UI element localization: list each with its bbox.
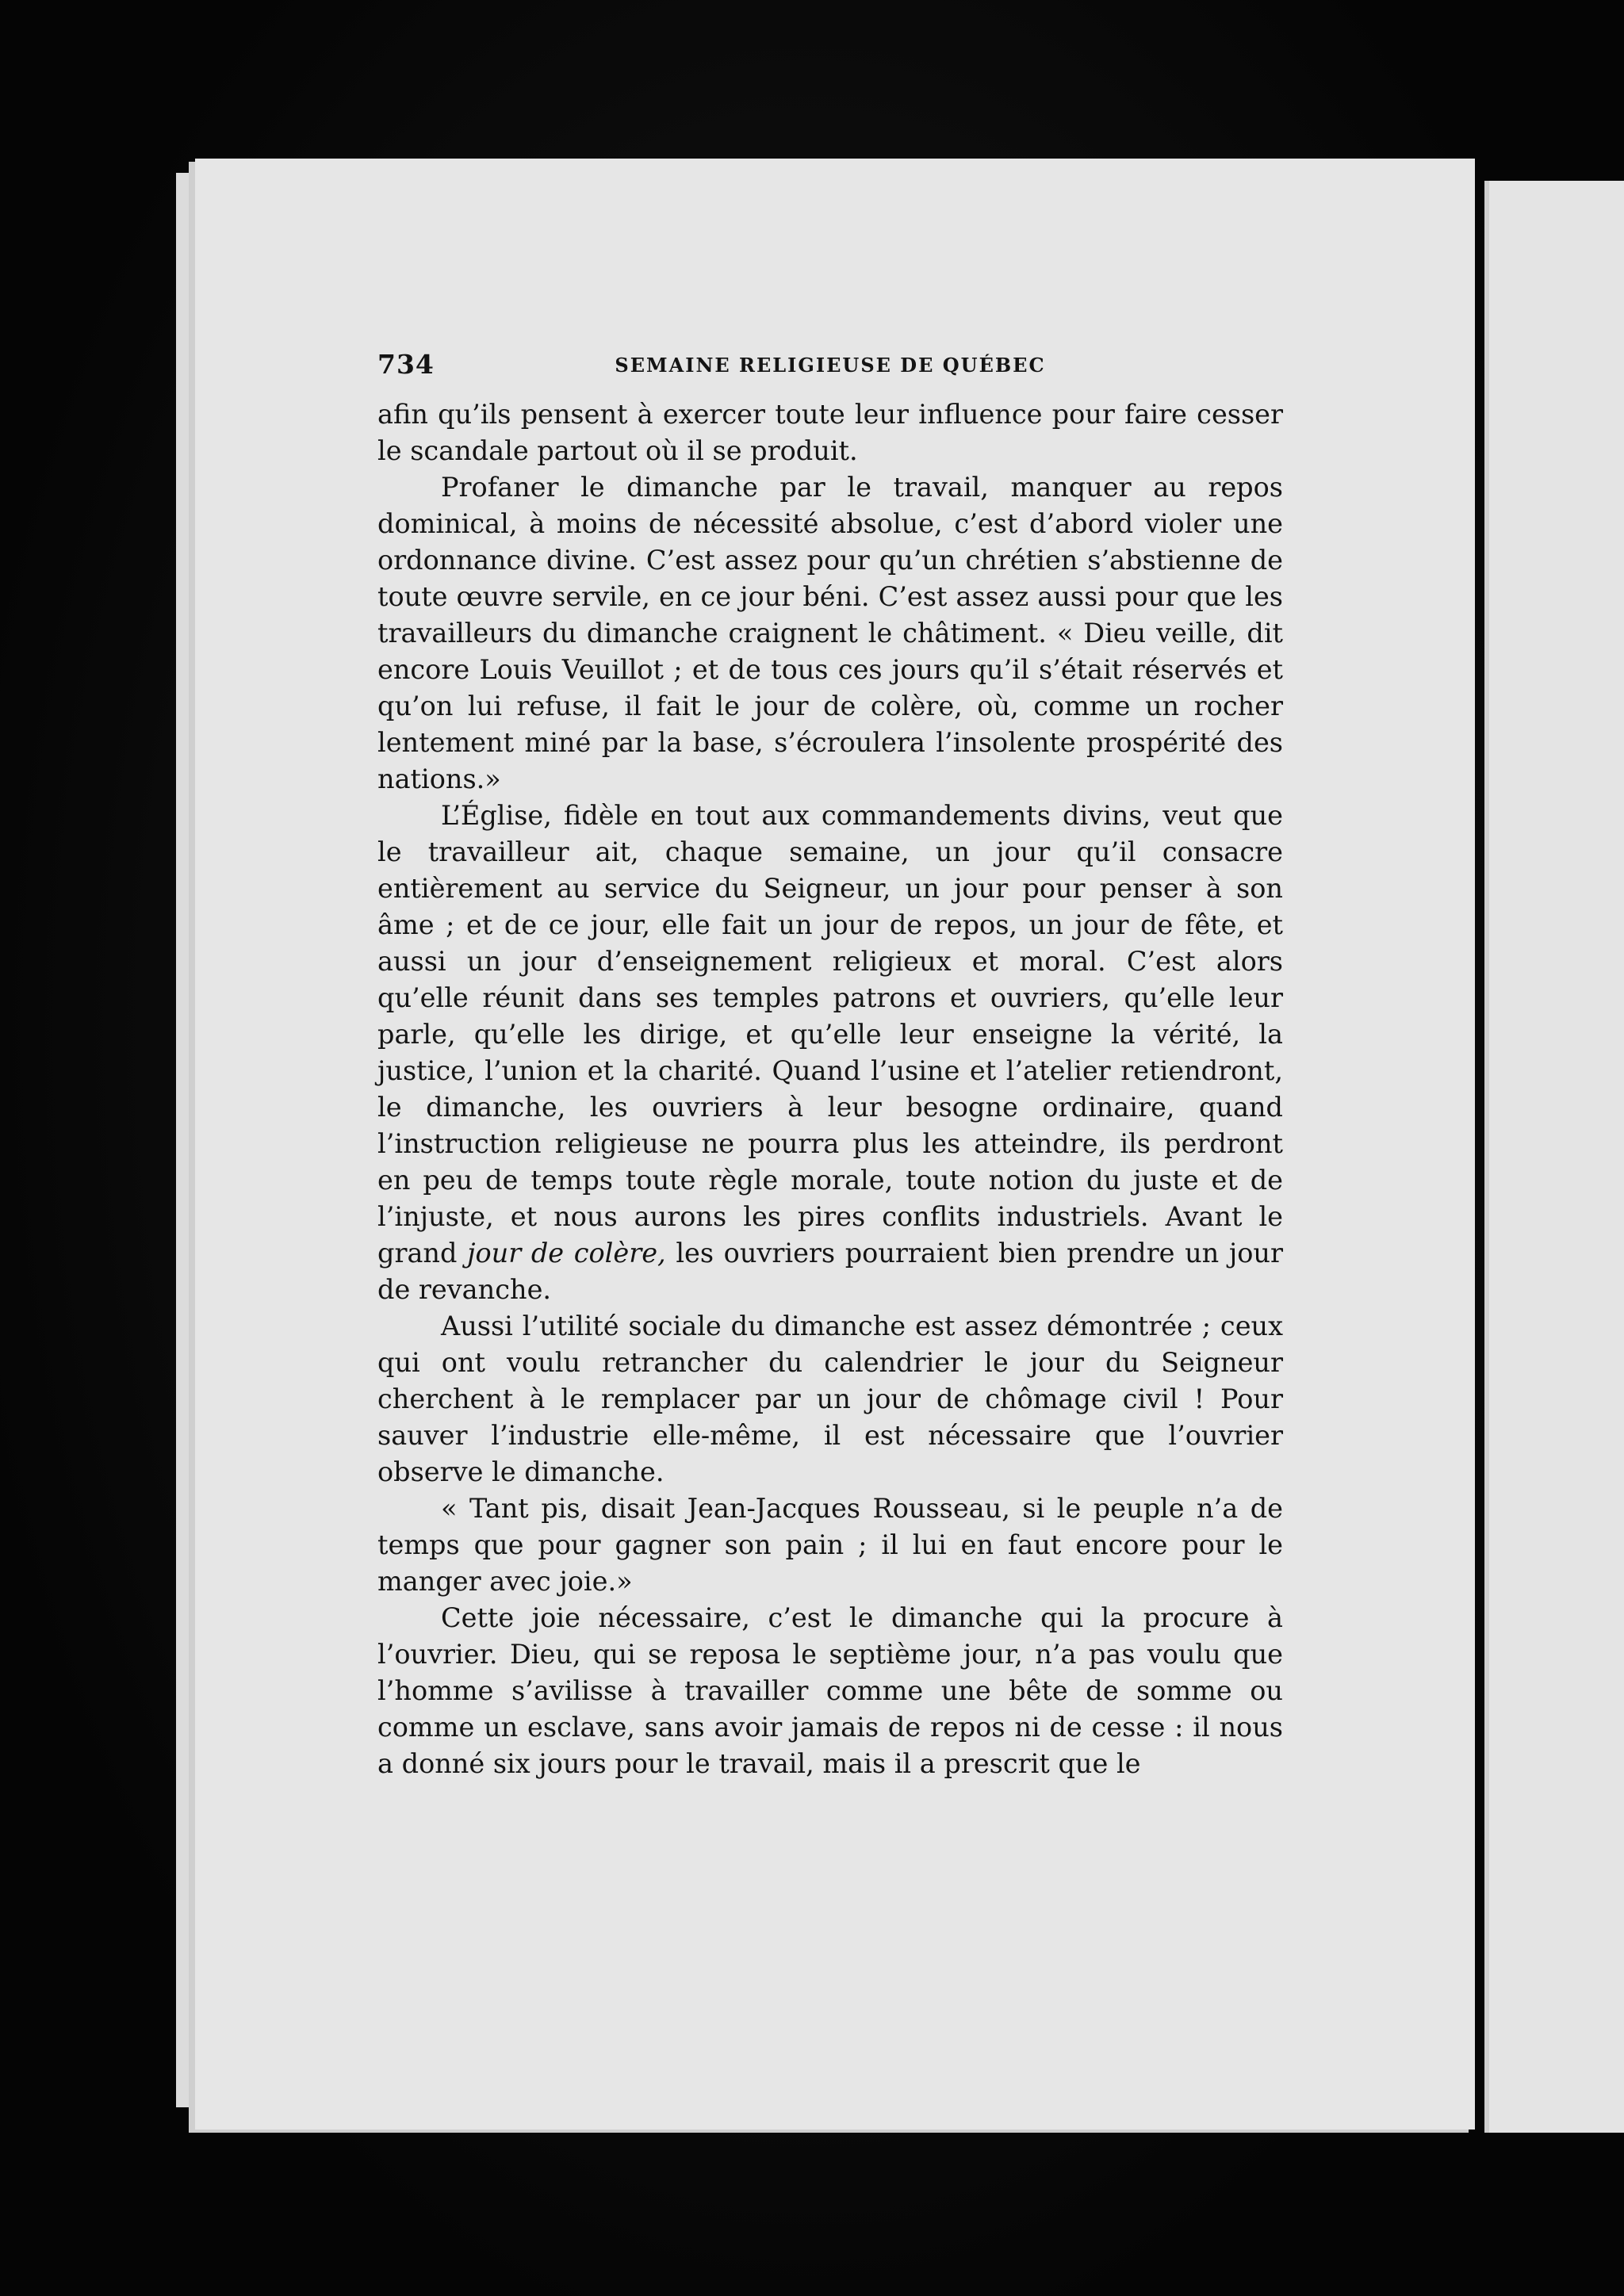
paragraph-profaner: Profaner le dimanche par le travail, manquer au repos dominical, à moins de nécessité absolue, c’est d’abord violer une ordonnance divine. C’est assez pour qu’un chrétien s’abstienne de toute œuvre servile, en ce jour béni. C’est assez aussi pour que les travailleurs du dimanche craignent le châtiment. « Dieu veille, dit encore Louis Veuillot ; et de tous ces jours qu’il s’était réservés et qu’on lui refuse, il fait le jour de colère, où, comme un rocher lentement miné par la base, s’écroulera l’insolente prospérité des nations.»	[377, 472, 1283, 794]
paragraph-eglise	[377, 798, 1283, 1308]
book-page	[195, 159, 1475, 2130]
paragraph-joie: Cette joie nécessaire, c’est le dimanche qui la procure à l’ouvrier. Dieu, qui se reposa le septième jour, n’a pas voulu que l’homme s’avilisse à travailler comme une bête de somme ou comme un esclave, sans avoir jamais de repos ni de cesse : il nous a donné six jours pour le travail, mais il a prescrit que le	[377, 1602, 1283, 1779]
paragraph-eglise-text: L’Église, fidèle en tout aux commandements divins, veut que le travailleur ait, chaque semaine, un jour qu’il consacre entièrement au service du Seigneur, un jour pour penser à son âme ; et de ce jour, elle fait un jour de repos, un jour de fête, et aussi un jour d’enseignement religieux et moral. C’est alors qu’elle réunit dans ses temples patrons et ouvriers, qu’elle leur parle, qu’elle les dirige, et qu’elle leur enseigne la vérité, la justice, l’union et la charité. Quand l’usine et l’atelier retiendront, le dimanche, les ouvriers à leur besogne ordinaire, quand l’instruction religieuse ne pourra plus les atteindre, ils perdront en peu de temps toute règle morale, toute notion du juste et de l’injuste, et nous aurons les pires conflits industriels. Avant le grand	[377, 800, 1283, 1269]
adjacent-page-edge	[1484, 181, 1624, 2133]
paragraph-rousseau-quote: « Tant pis, disait Jean-Jacques Rousseau, si le peuple n’a de temps que pour gagner son pain ; il lui en faut encore pour le manger avec joie.»	[377, 1493, 1283, 1597]
page-number: 734	[377, 349, 435, 380]
running-head: SEMAINE RELIGIEUSE DE QUÉBEC	[615, 354, 1046, 377]
paragraph-continuation: afin qu’ils pensent à exercer toute leur influence pour faire cesser le scandale partout où il se produit.	[377, 399, 1283, 466]
paragraph-eglise-end: les ouvriers pourraient bien prendre un jour de revanche.	[377, 1238, 1283, 1305]
page-content	[377, 349, 1283, 1782]
italic-jour-de-colere: jour de colère,	[467, 1238, 666, 1269]
paragraph-utilite: Aussi l’utilité sociale du dimanche est assez démontrée ; ceux qui ont voulu retrancher du calendrier le jour du Seigneur cherchent à le remplacer par un jour de chômage civil ! Pour sauver l’industrie elle-même, il est nécessaire que l’ouvrier observe le dimanche.	[377, 1311, 1283, 1487]
page-header	[377, 349, 1283, 396]
